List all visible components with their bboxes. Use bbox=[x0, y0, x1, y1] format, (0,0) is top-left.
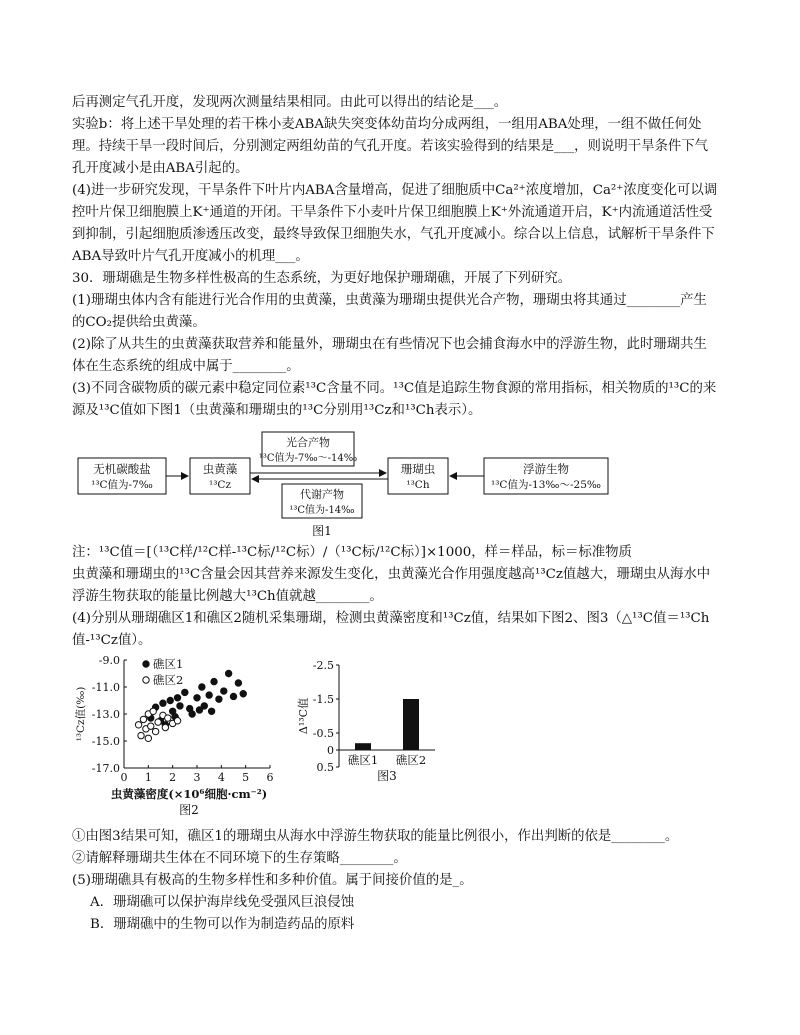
data-point-reef2 bbox=[155, 719, 161, 725]
data-point-reef1 bbox=[167, 697, 173, 703]
bar-reef2 bbox=[403, 699, 419, 750]
box1-name: 无机碳酸盐 bbox=[93, 462, 151, 476]
x-tick-label: 3 bbox=[193, 771, 201, 784]
y-tick-label: -1.5 bbox=[312, 693, 334, 706]
data-point-reef1 bbox=[221, 688, 227, 694]
x-tick-label: 2 bbox=[169, 771, 177, 784]
data-point-reef1 bbox=[235, 680, 241, 686]
y-tick-label: -13.0 bbox=[91, 708, 120, 721]
option-b: B．珊瑚礁中的生物可以作为制造药品的原料 bbox=[90, 917, 355, 932]
data-point-reef1 bbox=[230, 693, 236, 699]
data-point-reef1 bbox=[194, 695, 200, 701]
top-label-name: 光合产物 bbox=[286, 436, 330, 449]
bottom-label-value: ¹³C值为-14‰ bbox=[289, 505, 355, 516]
data-point-reef1 bbox=[177, 703, 183, 709]
data-point-reef1 bbox=[201, 703, 207, 709]
data-point-reef1 bbox=[240, 691, 246, 697]
data-point-reef2 bbox=[148, 723, 154, 729]
data-point-reef1 bbox=[160, 700, 166, 706]
box3-value: ¹³Ch bbox=[406, 479, 430, 491]
data-point-reef1 bbox=[225, 670, 231, 676]
figure-1-diagram bbox=[72, 425, 672, 540]
legend-label-reef1: 礁区1 bbox=[153, 657, 184, 671]
figure-3-bar-chart bbox=[295, 655, 445, 795]
category-label: 礁区1 bbox=[347, 753, 379, 767]
data-point-reef1 bbox=[206, 692, 212, 698]
data-point-reef2 bbox=[165, 715, 171, 721]
box2-name: 虫黄藻 bbox=[202, 462, 238, 476]
text-line: ①由图3结果可知，礁区1的珊瑚虫从海水中浮游生物获取的能量比例很小，作出判断的依是________。 bbox=[72, 829, 679, 844]
text-line: 注：¹³C值＝[（¹³C样/¹²C样-¹³C标/¹²C标）/（¹³C标/¹²C标）]×1000，样＝样品，标＝标准物质 bbox=[72, 545, 632, 560]
text-line: 浮游生物获取的能量比例越大¹³Ch值就越________。 bbox=[72, 589, 383, 604]
y-tick-label: -0.5 bbox=[312, 727, 334, 740]
y-axis-label: Δ¹³C值 bbox=[297, 697, 310, 735]
data-point-reef1 bbox=[174, 695, 180, 701]
data-point-reef2 bbox=[152, 728, 158, 734]
text-line: (5)珊瑚礁具有极高的生物多样性和多种价值。属于间接价值的是_。 bbox=[72, 873, 473, 888]
text-line: (1)珊瑚虫体内含有能进行光合作用的虫黄藻，虫黄藻为珊瑚虫提供光合产物，珊瑚虫将其通过________产生 bbox=[72, 293, 707, 308]
x-tick-label: 0 bbox=[120, 771, 128, 784]
box4-value: ¹³C值为-13‰～-25‰ bbox=[491, 479, 601, 491]
legend-label-reef2: 礁区2 bbox=[153, 673, 184, 687]
figure-2-scatter-chart bbox=[72, 648, 287, 820]
option-a: A．珊瑚礁可以保护海岸线免受强风巨浪侵蚀 bbox=[90, 895, 355, 910]
data-point-reef1 bbox=[211, 678, 217, 684]
text-line: 实验b：将上述干旱处理的若干株小麦ABA缺失突变体幼苗均分成两组，一组用ABA处理，一组不做任何处 bbox=[72, 117, 702, 132]
y-tick-label: -17.0 bbox=[91, 762, 120, 775]
y-axis-label: ¹³Cz值(‰) bbox=[75, 686, 87, 742]
y-tick-label: -15.0 bbox=[91, 735, 120, 748]
question-title: 30．珊瑚礁是生物多样性极高的生态系统，为更好地保护珊瑚礁，开展了下列研究。 bbox=[72, 271, 572, 286]
text-line: 源及¹³C值如下图1（虫黄藻和珊瑚虫的¹³C分别用¹³Cz和¹³Ch表示）。 bbox=[72, 403, 482, 418]
data-point-reef1 bbox=[216, 696, 222, 702]
data-point-reef2 bbox=[145, 735, 151, 741]
data-point-reef2 bbox=[150, 708, 156, 714]
text-line: 理。持续干旱一段时间后，分别测定两组幼苗的气孔开度。若该实验得到的结果是___，则说明干旱条件下气 bbox=[72, 139, 709, 154]
data-point-reef2 bbox=[162, 724, 168, 730]
text-line: 虫黄藻和珊瑚虫的¹³C含量会因其营养来源发生变化，虫黄藻光合作用强度越高¹³Cz值越大，珊瑚虫从海水中 bbox=[72, 567, 711, 582]
data-point-reef2 bbox=[138, 732, 144, 738]
text-line: 到抑制，引起细胞质渗透压改变，最终导致保卫细胞失水，气孔开度减小。综合以上信息，试解析干旱条件下 bbox=[72, 227, 715, 242]
y-tick-label: -11.0 bbox=[91, 681, 120, 694]
data-point-reef1 bbox=[199, 684, 205, 690]
y-tick-label: 0 bbox=[327, 744, 334, 757]
text-line: 值-¹³Cz值）。 bbox=[72, 633, 152, 648]
data-point-reef1 bbox=[182, 689, 188, 695]
box3-name: 珊瑚虫 bbox=[400, 462, 436, 476]
text-line: 后再测定气孔开度，发现两次测量结果相同。由此可以得出的结论是___。 bbox=[72, 95, 508, 110]
x-tick-label: 4 bbox=[217, 771, 225, 784]
x-axis-label: 虫黄藻密度(×10⁶细胞·cm⁻²) bbox=[110, 787, 268, 801]
box1-value: ¹³C值为-7‰ bbox=[91, 479, 153, 491]
bar-reef1 bbox=[355, 743, 371, 750]
text-line: 孔开度减小是由ABA引起的。 bbox=[72, 161, 249, 176]
text-line: 体在生态系统的组成中属于________。 bbox=[72, 359, 300, 374]
box2-value: ¹³Cz bbox=[209, 479, 231, 491]
text-line: (2)除了从共生的虫黄藻获取营养和能量外，珊瑚虫在有些情况下也会捕食海水中的浮游生物，此时珊瑚共生 bbox=[72, 337, 707, 352]
data-point-reef2 bbox=[174, 718, 180, 724]
figure-3-caption: 图3 bbox=[377, 769, 397, 783]
figure-1-caption: 图1 bbox=[312, 524, 332, 538]
x-tick-label: 1 bbox=[144, 771, 152, 784]
text-line: (4)分别从珊瑚礁区1和礁区2随机采集珊瑚，检测虫黄藻密度和¹³Cz值，结果如下图2、图3（△¹³C值＝¹³Ch bbox=[72, 611, 710, 626]
bottom-label-name: 代谢产物 bbox=[300, 488, 344, 501]
top-label-value: ¹³C值为-7‰～-14‰ bbox=[258, 453, 358, 464]
data-point-reef2 bbox=[135, 722, 141, 728]
text-line: ②请解释珊瑚共生体在不同环境下的生存策略________。 bbox=[72, 851, 407, 866]
figure-2-caption: 图2 bbox=[179, 803, 199, 817]
y-tick-label: 0.5 bbox=[316, 761, 334, 774]
legend-marker-reef1 bbox=[143, 661, 149, 667]
text-line: (4)进一步研究发现，干旱条件下叶片内ABA含量增高，促进了细胞质中Ca²⁺浓度增加，Ca²⁺浓度变化可以调 bbox=[72, 183, 718, 198]
text-line: 的CO₂提供给虫黄藻。 bbox=[72, 315, 206, 330]
text-line: 控叶片保卫细胞膜上K⁺通道的开闭。干旱条件下小麦叶片保卫细胞膜上K⁺外流通道开启，K⁺内流通道活性受 bbox=[72, 205, 713, 220]
box4-name: 浮游生物 bbox=[523, 462, 569, 476]
y-tick-label: -2.5 bbox=[312, 659, 334, 672]
x-tick-label: 5 bbox=[242, 771, 250, 784]
legend-marker-reef2 bbox=[143, 677, 149, 683]
y-tick-label: -9.0 bbox=[98, 654, 120, 667]
text-line: (3)不同含碳物质的碳元素中稳定同位素¹³C含量不同。¹³C值是追踪生物食源的常用指标，相关物质的¹³C的来 bbox=[72, 381, 717, 396]
x-tick-label: 6 bbox=[266, 771, 274, 784]
text-line: ABA导致叶片气孔开度减小的机理___。 bbox=[72, 249, 309, 264]
data-point-reef1 bbox=[208, 708, 214, 714]
data-point-reef2 bbox=[140, 716, 146, 722]
category-label: 礁区2 bbox=[395, 753, 427, 767]
data-point-reef1 bbox=[189, 711, 195, 717]
